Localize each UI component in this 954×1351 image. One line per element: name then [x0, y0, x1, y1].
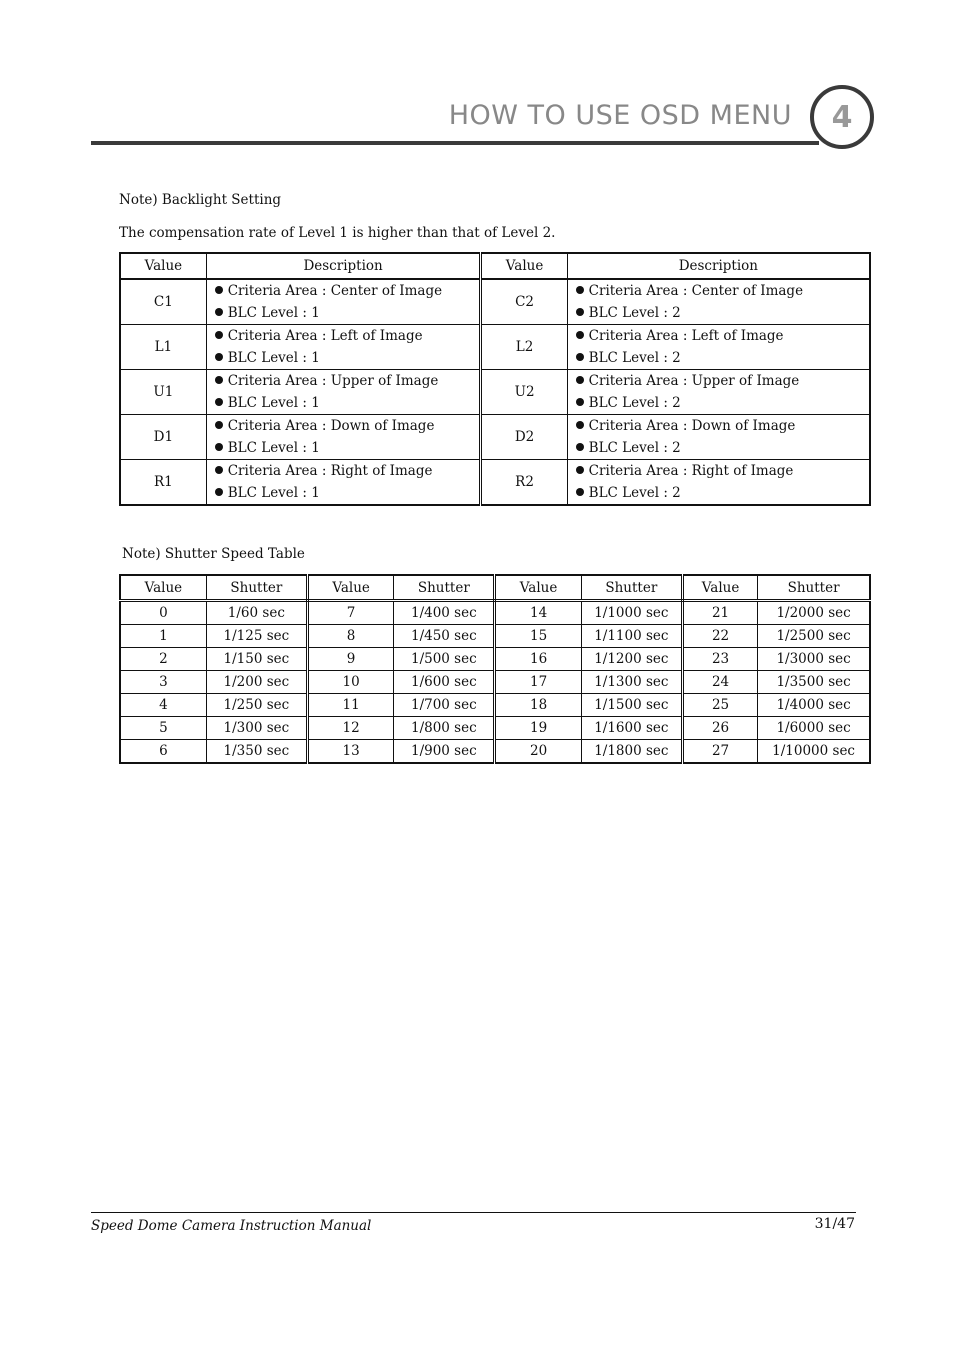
shutter-cell: 1/10000 sec — [758, 740, 870, 764]
shutter-cell: 1/2000 sec — [758, 601, 870, 625]
description-cell — [567, 325, 870, 370]
bullet-icon — [576, 331, 584, 339]
description-cell — [567, 415, 870, 460]
table-row — [120, 370, 870, 415]
value-cell: C2 — [481, 279, 567, 325]
backlight-table — [119, 252, 871, 506]
bullet-icon — [576, 353, 584, 361]
shutter-cell: 1/6000 sec — [758, 717, 870, 740]
blc-level-text: BLC Level : 1 — [227, 305, 320, 321]
value-cell: 12 — [307, 717, 393, 740]
criteria-area-text: Criteria Area : Upper of Image — [588, 373, 800, 389]
value-cell: R1 — [120, 460, 206, 506]
bullet-icon — [215, 443, 223, 451]
value-cell: 6 — [120, 740, 206, 764]
bullet-icon — [576, 286, 584, 294]
shutter-cell: 1/600 sec — [394, 671, 495, 694]
shutter-cell: 1/800 sec — [394, 717, 495, 740]
blc-level-text: BLC Level : 1 — [227, 485, 320, 501]
value-cell: 3 — [120, 671, 206, 694]
value-cell: 22 — [682, 625, 757, 648]
shutter-cell: 1/200 sec — [206, 671, 307, 694]
value-cell: 1 — [120, 625, 206, 648]
blc-level-text: BLC Level : 2 — [588, 395, 681, 411]
shutter-cell: 1/900 sec — [394, 740, 495, 764]
bullet-icon — [576, 488, 584, 496]
shutter-cell: 1/150 sec — [206, 648, 307, 671]
chapter-number-badge: 4 — [810, 85, 874, 149]
shutter-cell: 1/350 sec — [206, 740, 307, 764]
value-cell: 7 — [307, 601, 393, 625]
column-header: Value — [307, 575, 393, 601]
bullet-icon — [215, 286, 223, 294]
table-row — [120, 415, 870, 460]
bullet-icon — [576, 398, 584, 406]
shutter-cell: 1/3000 sec — [758, 648, 870, 671]
shutter-cell: 1/4000 sec — [758, 694, 870, 717]
value-cell: 11 — [307, 694, 393, 717]
shutter-cell: 1/1300 sec — [581, 671, 682, 694]
bullet-icon — [215, 398, 223, 406]
column-header: Shutter — [206, 575, 307, 601]
column-header: Shutter — [394, 575, 495, 601]
shutter-cell: 1/1500 sec — [581, 694, 682, 717]
shutter-cell: 1/1100 sec — [581, 625, 682, 648]
backlight-intro: The compensation rate of Level 1 is higher than that of Level 2. — [119, 225, 556, 241]
column-header: Shutter — [758, 575, 870, 601]
value-cell: 16 — [495, 648, 581, 671]
value-cell: 21 — [682, 601, 757, 625]
value-cell: D1 — [120, 415, 206, 460]
value-cell: 20 — [495, 740, 581, 764]
blc-level-text: BLC Level : 2 — [588, 485, 681, 501]
bullet-icon — [215, 331, 223, 339]
value-cell: U2 — [481, 370, 567, 415]
value-cell: C1 — [120, 279, 206, 325]
bullet-icon — [576, 308, 584, 316]
table-row — [120, 460, 870, 506]
shutter-cell: 1/125 sec — [206, 625, 307, 648]
footer-manual-title: Speed Dome Camera Instruction Manual — [91, 1218, 372, 1234]
header-rule — [91, 141, 819, 145]
bullet-icon — [215, 421, 223, 429]
table-row — [120, 740, 870, 764]
shutter-cell: 1/500 sec — [394, 648, 495, 671]
criteria-area-text: Criteria Area : Left of Image — [227, 328, 423, 344]
shutter-cell: 1/3500 sec — [758, 671, 870, 694]
value-cell: L1 — [120, 325, 206, 370]
backlight-note: Note) Backlight Setting — [119, 192, 282, 208]
description-cell — [567, 460, 870, 506]
bullet-icon — [215, 376, 223, 384]
value-cell: 15 — [495, 625, 581, 648]
blc-level-text: BLC Level : 1 — [227, 440, 320, 456]
criteria-area-text: Criteria Area : Center of Image — [227, 283, 443, 299]
bullet-icon — [215, 353, 223, 361]
value-cell: D2 — [481, 415, 567, 460]
shutter-cell: 1/1600 sec — [581, 717, 682, 740]
description-cell — [206, 460, 481, 506]
blc-level-text: BLC Level : 1 — [227, 350, 320, 366]
table-row — [120, 694, 870, 717]
table-row — [120, 671, 870, 694]
bullet-icon — [215, 466, 223, 474]
column-header: Value — [682, 575, 757, 601]
value-cell: 9 — [307, 648, 393, 671]
shutter-cell: 1/400 sec — [394, 601, 495, 625]
description-cell — [567, 279, 870, 325]
criteria-area-text: Criteria Area : Center of Image — [588, 283, 804, 299]
description-cell — [206, 415, 481, 460]
table-row — [120, 279, 870, 325]
bullet-icon — [576, 421, 584, 429]
blc-level-text: BLC Level : 2 — [588, 305, 681, 321]
shutter-cell: 1/1800 sec — [581, 740, 682, 764]
bullet-icon — [576, 376, 584, 384]
column-header: Value — [120, 253, 206, 279]
column-header: Value — [481, 253, 567, 279]
shutter-cell: 1/450 sec — [394, 625, 495, 648]
column-header: Value — [495, 575, 581, 601]
blc-level-text: BLC Level : 2 — [588, 350, 681, 366]
value-cell: 25 — [682, 694, 757, 717]
page-number: 31/47 — [814, 1216, 855, 1232]
shutter-cell: 1/700 sec — [394, 694, 495, 717]
table-row — [120, 717, 870, 740]
shutter-speed-table — [119, 574, 871, 764]
value-cell: 14 — [495, 601, 581, 625]
description-cell — [206, 370, 481, 415]
criteria-area-text: Criteria Area : Right of Image — [588, 463, 794, 479]
table-header-row — [120, 253, 870, 279]
description-cell — [206, 279, 481, 325]
value-cell: 10 — [307, 671, 393, 694]
description-cell — [206, 325, 481, 370]
table-row — [120, 601, 870, 625]
shutter-cell: 1/300 sec — [206, 717, 307, 740]
value-cell: 0 — [120, 601, 206, 625]
page-header-title: HOW TO USE OSD MENU — [448, 100, 792, 131]
value-cell: L2 — [481, 325, 567, 370]
value-cell: 26 — [682, 717, 757, 740]
bullet-icon — [215, 308, 223, 316]
table-header-row — [120, 575, 870, 601]
value-cell: 18 — [495, 694, 581, 717]
criteria-area-text: Criteria Area : Right of Image — [227, 463, 433, 479]
value-cell: 24 — [682, 671, 757, 694]
criteria-area-text: Criteria Area : Upper of Image — [227, 373, 439, 389]
blc-level-text: BLC Level : 1 — [227, 395, 320, 411]
bullet-icon — [215, 488, 223, 496]
bullet-icon — [576, 443, 584, 451]
criteria-area-text: Criteria Area : Down of Image — [588, 418, 796, 434]
shutter-cell: 1/60 sec — [206, 601, 307, 625]
bullet-icon — [576, 466, 584, 474]
table-row — [120, 625, 870, 648]
column-header: Value — [120, 575, 206, 601]
value-cell: 4 — [120, 694, 206, 717]
value-cell: 17 — [495, 671, 581, 694]
shutter-cell: 1/2500 sec — [758, 625, 870, 648]
value-cell: 5 — [120, 717, 206, 740]
column-header: Description — [206, 253, 481, 279]
shutter-cell: 1/1200 sec — [581, 648, 682, 671]
shutter-cell: 1/250 sec — [206, 694, 307, 717]
column-header: Description — [567, 253, 870, 279]
value-cell: 8 — [307, 625, 393, 648]
criteria-area-text: Criteria Area : Left of Image — [588, 328, 784, 344]
column-header: Shutter — [581, 575, 682, 601]
value-cell: U1 — [120, 370, 206, 415]
value-cell: 19 — [495, 717, 581, 740]
value-cell: R2 — [481, 460, 567, 506]
table-row — [120, 648, 870, 671]
blc-level-text: BLC Level : 2 — [588, 440, 681, 456]
shutter-note: Note) Shutter Speed Table — [122, 546, 305, 562]
shutter-cell: 1/1000 sec — [581, 601, 682, 625]
table-row — [120, 325, 870, 370]
description-cell — [567, 370, 870, 415]
value-cell: 27 — [682, 740, 757, 764]
value-cell: 2 — [120, 648, 206, 671]
footer-rule — [91, 1212, 856, 1213]
value-cell: 23 — [682, 648, 757, 671]
value-cell: 13 — [307, 740, 393, 764]
criteria-area-text: Criteria Area : Down of Image — [227, 418, 435, 434]
